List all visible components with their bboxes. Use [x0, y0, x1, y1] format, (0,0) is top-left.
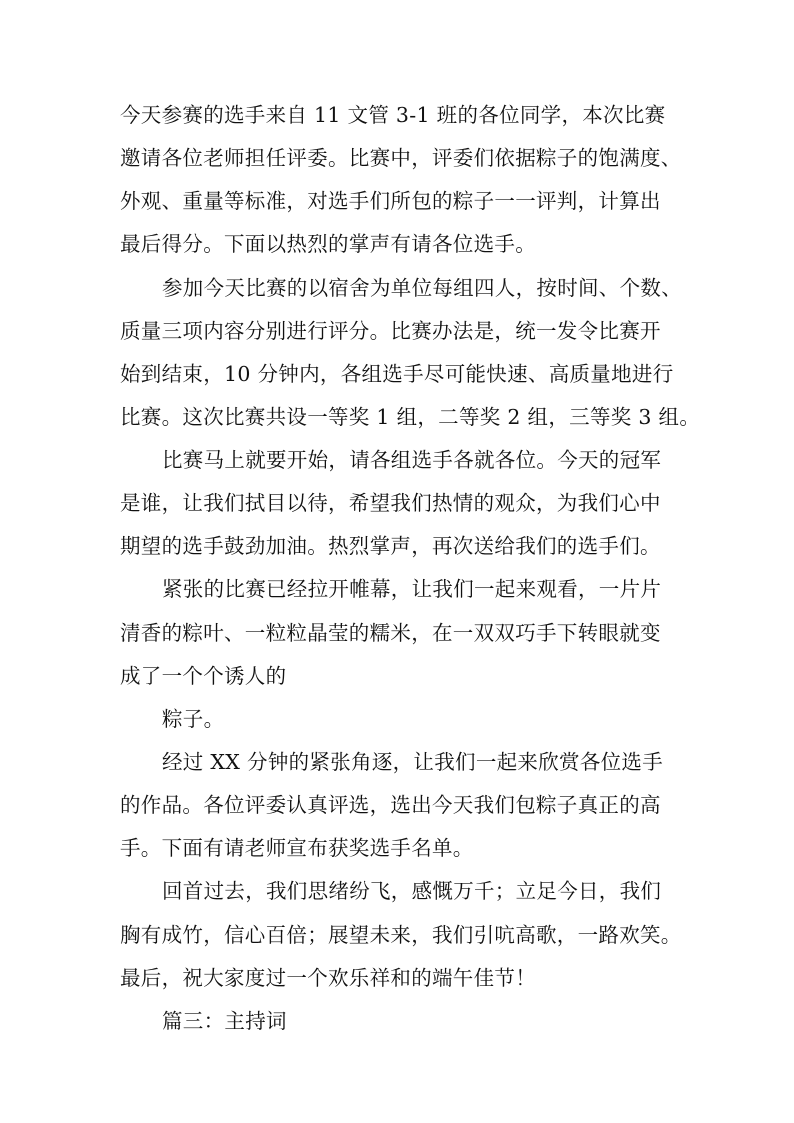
- text-line: 成了一个个诱人的: [120, 664, 287, 688]
- text-line: 粽子。: [162, 707, 225, 731]
- text-line: 的作品。各位评委认真评选，选出今天我们包粽子真正的高: [120, 793, 661, 817]
- text-line: 回首过去，我们思绪纷飞，感慨万千；立足今日，我们: [162, 879, 662, 903]
- text-line: 是谁，让我们拭目以待，希望我们热情的观众，为我们心中: [120, 491, 661, 515]
- text-line: 最后得分。下面以热烈的掌声有请各位选手。: [120, 232, 536, 256]
- text-line: 参加今天比赛的以宿舍为单位每组四人，按时间、个数、: [162, 276, 682, 300]
- section-heading: 篇三：主持词: [162, 1009, 287, 1033]
- text-line: 质量三项内容分别进行评分。比赛办法是，统一发令比赛开: [120, 319, 661, 343]
- text-line: 今天参赛的选手来自 11 文管 3-1 班的各位同学，本次比赛: [120, 103, 666, 127]
- text-line: 最后，祝大家度过一个欢乐祥和的端午佳节！: [120, 966, 536, 990]
- text-line: 始到结束，10 分钟内，各组选手尽可能快速、高质量地进行: [120, 362, 674, 386]
- text-line: 外观、重量等标准，对选手们所包的粽子一一评判，计算出: [120, 189, 661, 213]
- text-line: 比赛。这次比赛共设一等奖 1 组，二等奖 2 组，三等奖 3 组。: [120, 405, 701, 429]
- text-line: 紧张的比赛已经拉开帷幕，让我们一起来观看，一片片: [162, 577, 662, 601]
- text-line: 经过 XX 分钟的紧张角逐，让我们一起来欣赏各位选手: [162, 750, 664, 774]
- text-line: 胸有成竹，信心百倍；展望未来，我们引吭高歌，一路欢笑。: [120, 923, 682, 947]
- text-line: 比赛马上就要开始，请各组选手各就各位。今天的冠军: [162, 448, 662, 472]
- text-line: 手。下面有请老师宣布获奖选手名单。: [120, 836, 474, 860]
- text-line: 期望的选手鼓劲加油。热烈掌声，再次送给我们的选手们。: [120, 534, 661, 558]
- text-line: 邀请各位老师担任评委。比赛中，评委们依据粽子的饱满度、: [120, 146, 682, 170]
- text-line: 清香的粽叶、一粒粒晶莹的糯米，在一双双巧手下转眼就变: [120, 621, 661, 645]
